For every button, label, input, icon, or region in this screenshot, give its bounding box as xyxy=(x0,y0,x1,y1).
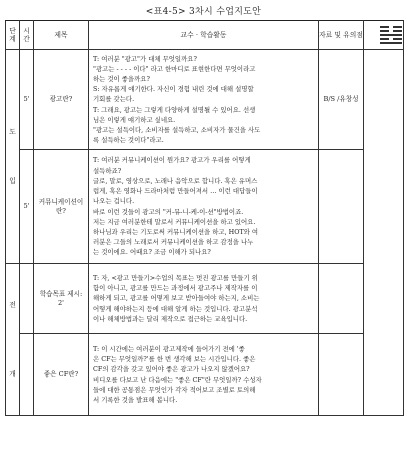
activity-line: 설득하죠? xyxy=(93,166,122,175)
activity-line: 비디오를 다보고 난 다음에는 "좋은 CF"란 무엇일까? 수성자 xyxy=(93,375,262,384)
activity-line: "광고는 - - - - 이다" 라고 한마디로 표현한다면 무엇이라고 xyxy=(93,64,256,73)
header-content: 교수 · 학습활동 xyxy=(89,21,319,50)
material-cell: B/S /유창성 xyxy=(319,50,364,150)
activity-cell xyxy=(89,150,319,264)
table-row xyxy=(6,334,404,416)
lesson-plan-table xyxy=(5,20,404,416)
header-topic: 제목 xyxy=(34,21,89,50)
stage-develop-char: 전 xyxy=(9,301,16,309)
activity-line: 글로, 말로, 영상으로, 노래나 음악으로 합니다. 혹은 유머스 xyxy=(93,176,258,185)
activity-line: T: 이 시간에는 여러분이 광고제작에 들어가기 전에 '좋 xyxy=(93,344,245,353)
header-time: 시간 xyxy=(20,21,34,50)
activity-line: 는 것이에요. 어때요? 조금 이해가 되나요? xyxy=(93,248,211,257)
activity-line: T: 그래요, 광고는 그렇게 다양하게 설명될 수 있어요. 선생 xyxy=(93,105,256,114)
activity-line: 어떻게 해야하는지 등에 대해 알게 하는 것입니다. 광고분석 xyxy=(93,304,258,313)
table-row xyxy=(6,50,404,150)
activity-line: "광고는 설득이다, 소비자를 설득하고, 소비자가 물건을 사도 xyxy=(93,126,261,134)
header-stage: 단계 xyxy=(6,21,20,50)
activity-line: 저는 지금 여러분한테 말로서 커뮤니케이션을 하고 있어요. xyxy=(93,217,256,226)
stage-intro-char: 도 xyxy=(9,128,16,136)
table-row xyxy=(6,264,404,334)
activity-line: T: 여러분 커뮤니케이션이 뭔가요? 광고가 우리를 어떻게 xyxy=(93,156,251,165)
topic-cell: 광고란? xyxy=(34,50,89,150)
time-cell: 5' xyxy=(20,50,34,150)
header-material: 자료 및 유의점 xyxy=(319,21,364,50)
time-cell xyxy=(20,334,34,416)
activity-line: 하나님과 우리는 기도로써 커뮤니케이션을 하고, HOT와 여 xyxy=(93,227,259,236)
activity-line: 하는 것이 좋을까요? xyxy=(93,74,150,83)
activity-line: 바로 이런 것들이 광고의 "커-뮤-니-케-이-션"방법이죠. xyxy=(93,207,244,216)
time-cell xyxy=(20,264,34,334)
topic-cell: 좋은 CF란? xyxy=(34,334,89,416)
activity-line: 함이 아니고, 광고를 만드는 과정에서 광고주나 제작자를 이 xyxy=(93,284,258,293)
activity-cell xyxy=(89,264,319,334)
activity-line: 님은 이렇게 얘기하고 싶네요. xyxy=(93,115,176,124)
activity-line: 기회를 갖는다. xyxy=(93,95,135,104)
material-cell xyxy=(319,150,364,264)
stage-develop-char: 개 xyxy=(9,369,16,378)
stage-develop xyxy=(6,264,20,416)
activity-line: 서 기록한 것을 발표해 봅니다. xyxy=(93,395,178,404)
activity-line: 해하게 되고, 광고를 어떻게 보고 받아들여야 하는지, 소비는 xyxy=(93,294,260,303)
activity-line: CF의 감각을 갖고 있어야 좋은 광고가 나오지 않겠어요? xyxy=(93,365,250,374)
note-cell xyxy=(364,50,404,416)
time-cell: 5' xyxy=(20,150,34,264)
activity-line: 럽게, 혹은 영화나 드라마처럼 만들어져서 … 이런 대답들이 xyxy=(93,187,258,196)
activity-line: 나오는 겁니다. xyxy=(93,197,135,206)
activity-cell xyxy=(89,334,319,416)
material-cell xyxy=(319,264,364,334)
topic-cell: 커뮤니케이션이란? xyxy=(34,150,89,264)
table-header-row xyxy=(6,21,404,50)
material-cell xyxy=(319,334,364,416)
activity-line: 록 설득하는 것이다"라고. xyxy=(93,136,164,145)
activity-line: 은 CF는 무엇일까?'를 한 번 생각해 보는 시간입니다. 좋은 xyxy=(93,355,256,364)
activity-line: 들에 대한 공통점은 무엇인가 각자 적어보고 조별로 토의해 xyxy=(93,385,256,394)
header-note xyxy=(364,21,404,50)
activity-line: S: 자유롭게 얘기한다. 자신이 경험 내린 것에 대해 설명할 xyxy=(93,85,254,94)
stage-intro-char: 입 xyxy=(9,176,16,185)
activity-line: T: 자, <광고 만들기>수업의 목표는 멋진 광고를 만들기 위 xyxy=(93,273,258,282)
table-row xyxy=(6,150,404,264)
topic-cell: 학습목표 제시: 2' xyxy=(34,264,89,334)
activity-line: 러분은 그들의 노래로서 커뮤니케이션을 하고 감정을 나누 xyxy=(93,238,254,247)
activity-line: 이나 해체방법과는 달리 제작으로 접근하는 교육입니다. xyxy=(93,314,248,323)
stage-intro xyxy=(6,50,20,264)
activity-cell xyxy=(89,50,319,150)
page-title: <표4-5> 3차시 수업지도안 xyxy=(145,7,262,17)
activity-line: T: 여러분 "광고"가 대체 무엇일까요? xyxy=(93,54,197,63)
